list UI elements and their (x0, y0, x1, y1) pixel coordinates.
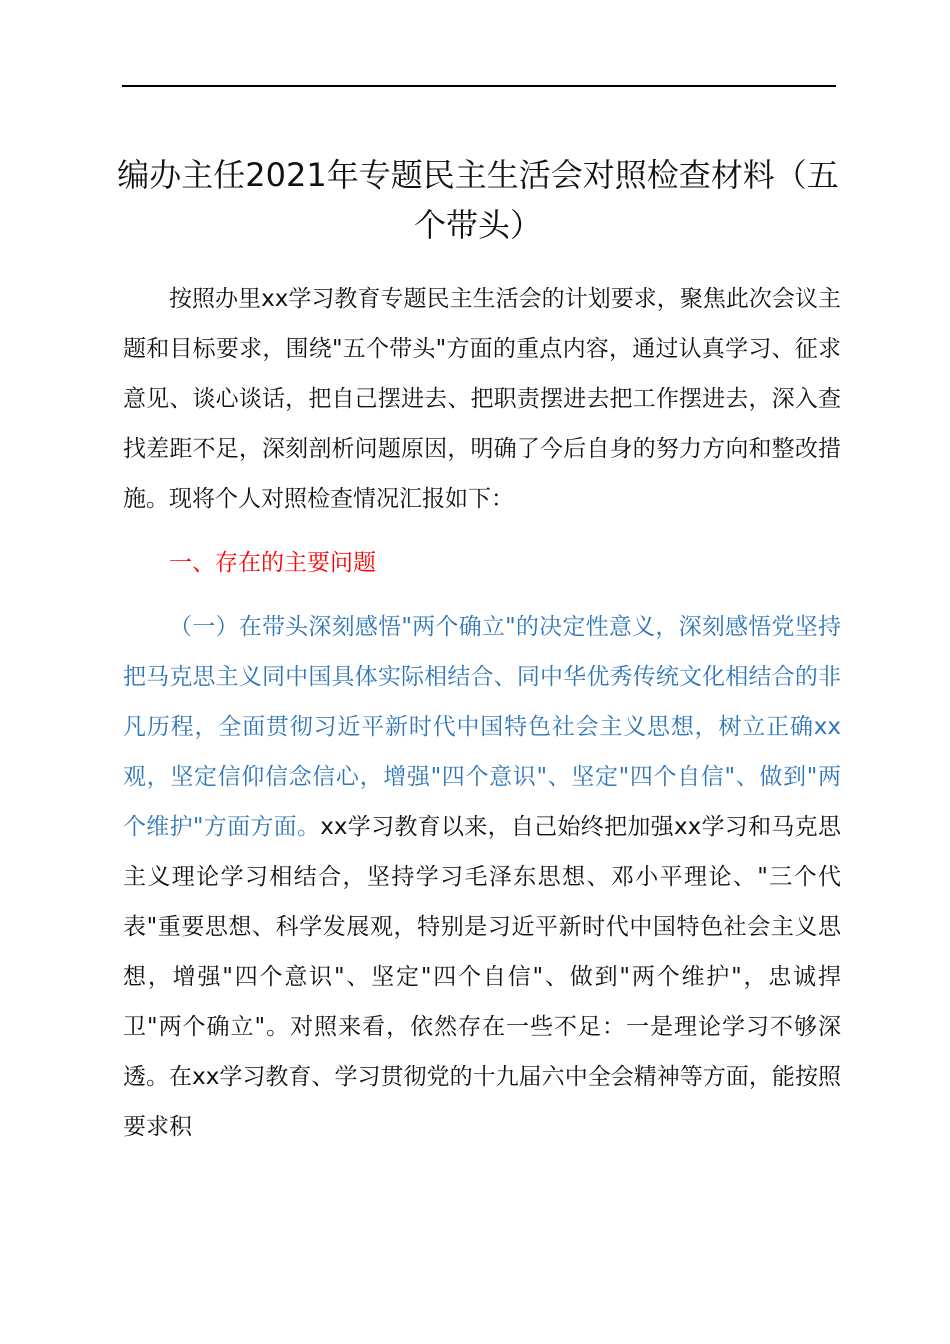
document-title: 编办主任2021年专题民主生活会对照检查材料（五个带头） (117, 156, 839, 244)
section-heading-problems: 一、存在的主要问题 (169, 550, 376, 576)
subsection-heading-1: （一）在带头深刻感悟"两个确立"的决定性意义，深刻感悟党坚持把马克思主义同中国具体实际相结合、同中华优秀传统文化相结合的非凡历程，全面贯彻习近平新时代中国特色社会主义思想，树立正确xx观，坚定信仰信念信心，增强"四个意识"、坚定"四个自信"、做到"两个维护"方面方面。 (123, 614, 841, 840)
header-rule (122, 85, 836, 87)
subsection-body-1: xx学习教育以来，自己始终把加强xx学习和马克思主义理论学习相结合，坚持学习毛泽东思想、邓小平理论、"三个代表"重要思想、科学发展观，特别是习近平新时代中国特色社会主义思想，增强"四个意识"、坚定"四个自信"、做到"两个维护"，忠诚捍卫"两个确立"。对照来看，依然存在一些不足：一是理论学习不够深透。在xx学习教育、学习贯彻党的十九届六中全会精神等方面，能按照要求积 (123, 814, 841, 1140)
document-body (123, 274, 841, 1152)
intro-paragraph: 按照办里xx学习教育专题民主生活会的计划要求，聚焦此次会议主题和目标要求，围绕"五个带头"方面的重点内容，通过认真学习、征求意见、谈心谈话，把自己摆进去、把职责摆进去把工作摆进去，深入查找差距不足，深刻剖析问题原因，明确了今后自身的努力方向和整改措施。现将个人对照检查情况汇报如下： (123, 286, 841, 512)
subsection-paragraph-1 (123, 602, 841, 1152)
